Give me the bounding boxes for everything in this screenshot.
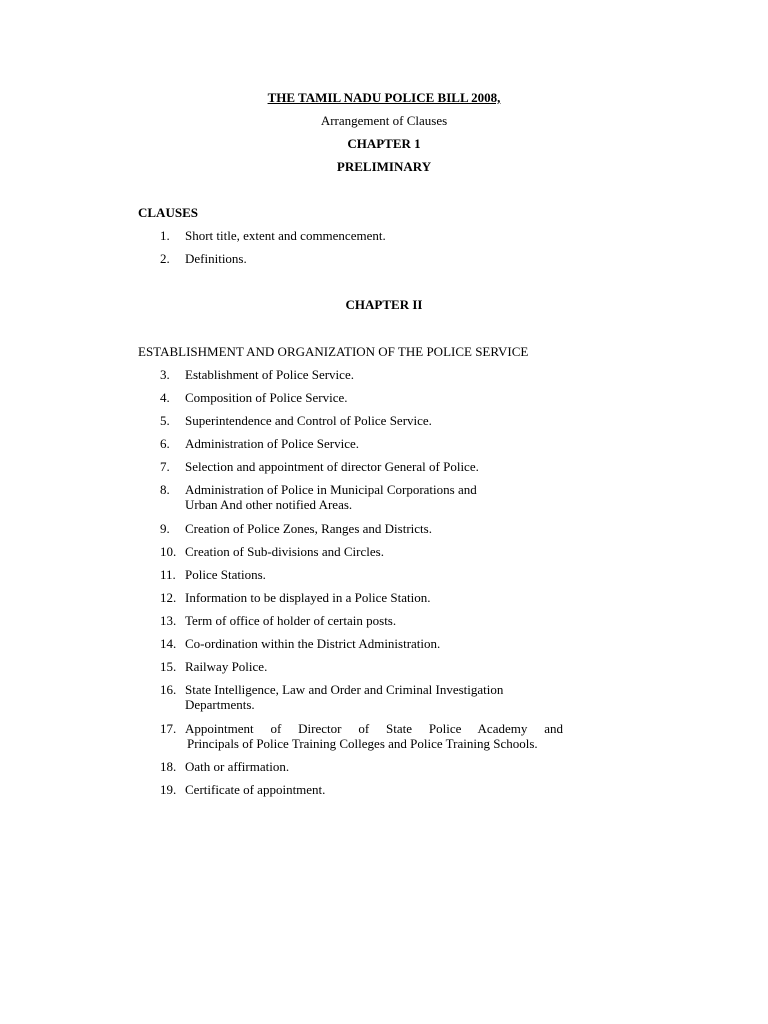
item-text: Selection and appointment of director General of Police. [185,459,479,474]
item-number: 9. [160,521,170,536]
list-item [160,759,289,774]
item-number: 5. [160,413,170,428]
list-item [160,544,384,559]
item-number: 17. [160,721,177,736]
list-item [160,521,432,536]
item-text: Superintendence and Control of Police Service. [185,413,432,428]
item-number: 1. [160,228,170,243]
list-item [160,636,440,651]
item-text: Administration of Police Service. [185,436,360,451]
item-continuation: Departments. [185,697,255,712]
item-continuation: Principals of Police Training Colleges and Police Training Schools. [187,736,538,751]
list-item [160,613,396,628]
chapter-1-name: PRELIMINARY [336,159,432,174]
item-text: Composition of Police Service. [185,390,348,405]
section-title: ESTABLISHMENT AND ORGANIZATION OF THE POLICE SERVICE [138,344,529,359]
item-text: Creation of Police Zones, Ranges and Districts. [185,521,432,536]
item-number: 3. [160,367,170,382]
item-text: Information to be displayed in a Police Station. [185,590,431,605]
item-number: 2. [160,251,170,266]
item-number: 14. [160,636,177,651]
item-number: 6. [160,436,170,451]
list-item [160,436,359,451]
chapter-2-heading: CHAPTER II [345,297,423,312]
item-number: 13. [160,613,177,628]
item-number: 10. [160,544,177,559]
arrangement-subtitle: Arrangement of Clauses [320,113,448,128]
item-text: Creation of Sub-divisions and Circles. [185,544,384,559]
item-number: 19. [160,782,177,797]
item-number: 15. [160,659,177,674]
item-text: Co-ordination within the District Administration. [185,636,441,651]
list-item [160,390,347,405]
list-item [160,567,266,582]
item-number: 7. [160,459,170,474]
list-item [160,367,354,382]
item-number: 12. [160,590,177,605]
list-item [160,721,563,751]
item-text: Oath or affirmation. [185,759,290,774]
item-text: Railway Police. [185,659,268,674]
item-text: Appointment of Director of State Police Academy and [185,721,563,736]
item-text: Term of office of holder of certain posts. [185,613,397,628]
bill-title: THE TAMIL NADU POLICE BILL 2008, [267,90,501,105]
item-text: Certificate of appointment. [185,782,326,797]
list-item [160,659,267,674]
list-item [160,590,431,605]
item-text: Administration of Police in Municipal Corporations and [185,482,477,497]
item-text: Establishment of Police Service. [185,367,354,382]
list-item [160,228,386,243]
list-item [160,459,479,474]
list-item [160,782,325,797]
item-text: Definitions. [185,251,247,266]
list-item [160,413,432,428]
list-item [160,482,477,512]
item-number: 11. [160,567,176,582]
item-number: 4. [160,390,170,405]
list-item [160,682,503,712]
item-text: State Intelligence, Law and Order and Criminal Investigation [185,682,504,697]
item-number: 18. [160,759,177,774]
chapter-1-heading: CHAPTER 1 [347,136,421,151]
item-continuation: Urban And other notified Areas. [185,497,353,512]
list-item [160,251,247,266]
item-number: 16. [160,682,177,697]
clauses-heading: CLAUSES [138,205,198,220]
item-text: Short title, extent and commencement. [185,228,386,243]
item-number: 8. [160,482,170,497]
item-text: Police Stations. [185,567,266,582]
